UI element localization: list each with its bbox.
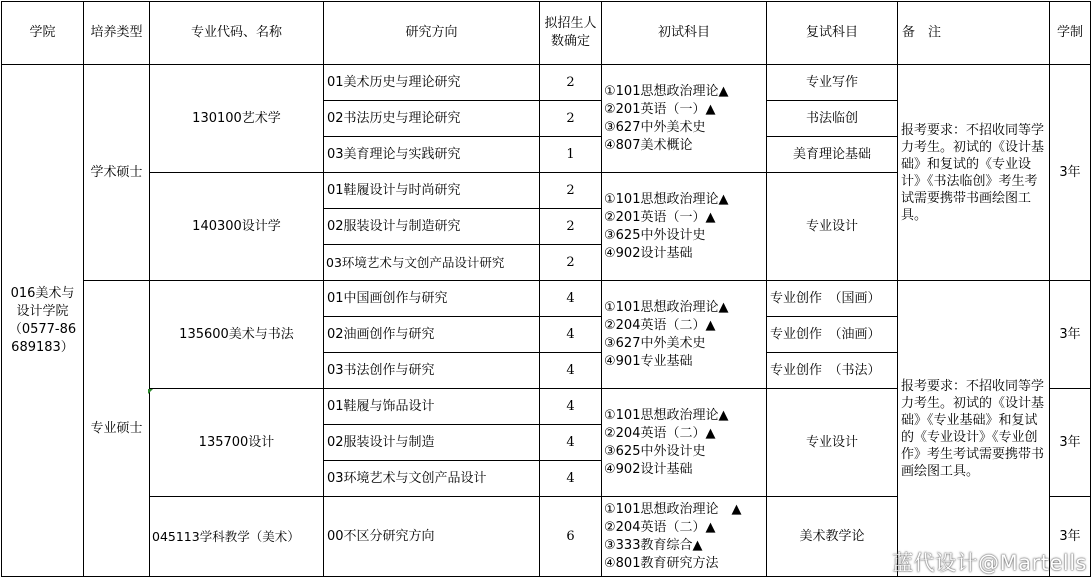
quota-cell: 4: [540, 317, 602, 353]
exam-subjects: [602, 173, 767, 281]
table-row: [2, 281, 1091, 317]
exam-subject: ③627中外美术史: [604, 119, 706, 135]
retest-cell: 专业创作 （油画）: [767, 317, 898, 353]
exam-subject: ④901专业基础: [604, 353, 693, 369]
direction-cell: 01中国画创作与研究: [324, 281, 540, 317]
duration-cell: 3年: [1050, 389, 1091, 497]
exam-subject: ②204英语（二）▲: [604, 519, 716, 535]
exam-subject: ②201英语（一）▲: [604, 101, 716, 117]
exam-subject: ②204英语（二）▲: [604, 317, 716, 333]
exam-subject: ③625中外设计史: [604, 443, 706, 459]
quota-cell: 4: [540, 281, 602, 317]
quota-cell: 2: [540, 209, 602, 245]
quota-cell: 4: [540, 353, 602, 389]
major-name: 140300设计学: [150, 173, 324, 281]
direction-cell: 02服装设计与制造研究: [324, 209, 540, 245]
major-name: 130100艺术学: [150, 65, 324, 173]
quota-cell: 6: [540, 497, 602, 577]
duration-cell: 3年: [1050, 497, 1091, 577]
header-major: 专业代码、名称: [150, 2, 324, 65]
enrollment-table: [1, 1, 1091, 577]
type-academic: 学术硕士: [84, 65, 150, 281]
quota-cell: 2: [540, 245, 602, 281]
header-note: 备 注: [898, 2, 1050, 65]
header-retest: 复试科目: [767, 2, 898, 65]
quota-cell: 2: [540, 173, 602, 209]
header-college: 学院: [2, 2, 84, 65]
duration-cell: 3年: [1050, 65, 1091, 281]
college-cell: [2, 65, 84, 577]
retest-cell: 专业设计: [767, 389, 898, 497]
major-name: 135700设计: [150, 389, 324, 497]
retest-cell: 专业创作 （国画）: [767, 281, 898, 317]
type-professional: 专业硕士: [84, 281, 150, 577]
retest-cell: 书法临创: [767, 101, 898, 137]
quota-cell: 1: [540, 137, 602, 173]
retest-cell: 专业写作: [767, 65, 898, 101]
header-quota: 拟招生人数确定: [540, 2, 602, 65]
header-exam: 初试科目: [602, 2, 767, 65]
header-direction: 研究方向: [324, 2, 540, 65]
direction-cell: 03书法创作与研究: [324, 353, 540, 389]
exam-subject: ①101思想政治理论 ▲: [604, 501, 742, 517]
major-name: 135600美术与书法: [150, 281, 324, 389]
retest-cell: 美术教学论: [767, 497, 898, 577]
header-type: 培养类型: [84, 2, 150, 65]
duration-cell: 3年: [1050, 281, 1091, 389]
quota-cell: 4: [540, 461, 602, 497]
exam-subject: ①101思想政治理论▲: [604, 299, 729, 315]
exam-subject: ①101思想政治理论▲: [604, 191, 729, 207]
direction-cell: 01鞋履与饰品设计: [324, 389, 540, 425]
direction-cell: 01美术历史与理论研究: [324, 65, 540, 101]
note-academic: 报考要求：不招收同等学力考生。初试的《设计基础》和复试的《专业设计》《书法临创》考生考试需要携带书画绘图工具。: [898, 65, 1050, 281]
header-row: [2, 2, 1091, 65]
major-name: 045113学科教学（美术）: [150, 497, 324, 577]
exam-subject: ④801教育研究方法: [604, 555, 719, 571]
exam-subjects: [602, 65, 767, 173]
direction-cell: 02书法历史与理论研究: [324, 101, 540, 137]
exam-subject: ①101思想政治理论▲: [604, 407, 729, 423]
quota-cell: 4: [540, 389, 602, 425]
quota-cell: 2: [540, 101, 602, 137]
direction-cell: 01鞋履设计与时尚研究: [324, 173, 540, 209]
exam-subject: ③627中外美术史: [604, 335, 706, 351]
retest-cell: 美育理论基础: [767, 137, 898, 173]
note-professional: 报考要求：不招收同等学力考生。初试的《设计基础》《专业基础》和复试的《专业设计》《专业创作》考生考试需要携带书画绘图工具。: [898, 281, 1050, 577]
direction-cell: 03环境艺术与文创产品设计研究: [324, 245, 540, 281]
exam-subject: ③625中外设计史: [604, 227, 706, 243]
exam-subject: ④807美术概论: [604, 137, 693, 153]
table-row: [2, 65, 1091, 101]
direction-cell: 00不区分研究方向: [324, 497, 540, 577]
direction-cell: 02油画创作与研究: [324, 317, 540, 353]
exam-subject: ③333教育综合▲: [604, 537, 703, 553]
college-phone: （0577-86689183）: [8, 321, 77, 355]
direction-cell: 03美育理论与实践研究: [324, 137, 540, 173]
exam-subject: ④902设计基础: [604, 245, 693, 261]
quota-cell: 4: [540, 425, 602, 461]
direction-cell: 03环境艺术与文创产品设计: [324, 461, 540, 497]
cell-corner-marker: [148, 389, 153, 394]
quota-cell: 2: [540, 65, 602, 101]
exam-subject: ④902设计基础: [604, 461, 693, 477]
header-duration: 学制: [1050, 2, 1091, 65]
direction-cell: 02服装设计与制造: [324, 425, 540, 461]
retest-cell: 专业创作 （书法）: [767, 353, 898, 389]
college-name: 016美术与设计学院: [10, 285, 75, 319]
exam-subject: ②204英语（二）▲: [604, 425, 716, 441]
exam-subject: ②201英语（一）▲: [604, 209, 716, 225]
exam-subject: ①101思想政治理论▲: [604, 83, 729, 99]
exam-subjects: [602, 497, 767, 577]
exam-subjects: [602, 281, 767, 389]
exam-subjects: [602, 389, 767, 497]
watermark: 蓝代设计@Martells: [892, 551, 1087, 575]
retest-cell: 专业设计: [767, 173, 898, 281]
